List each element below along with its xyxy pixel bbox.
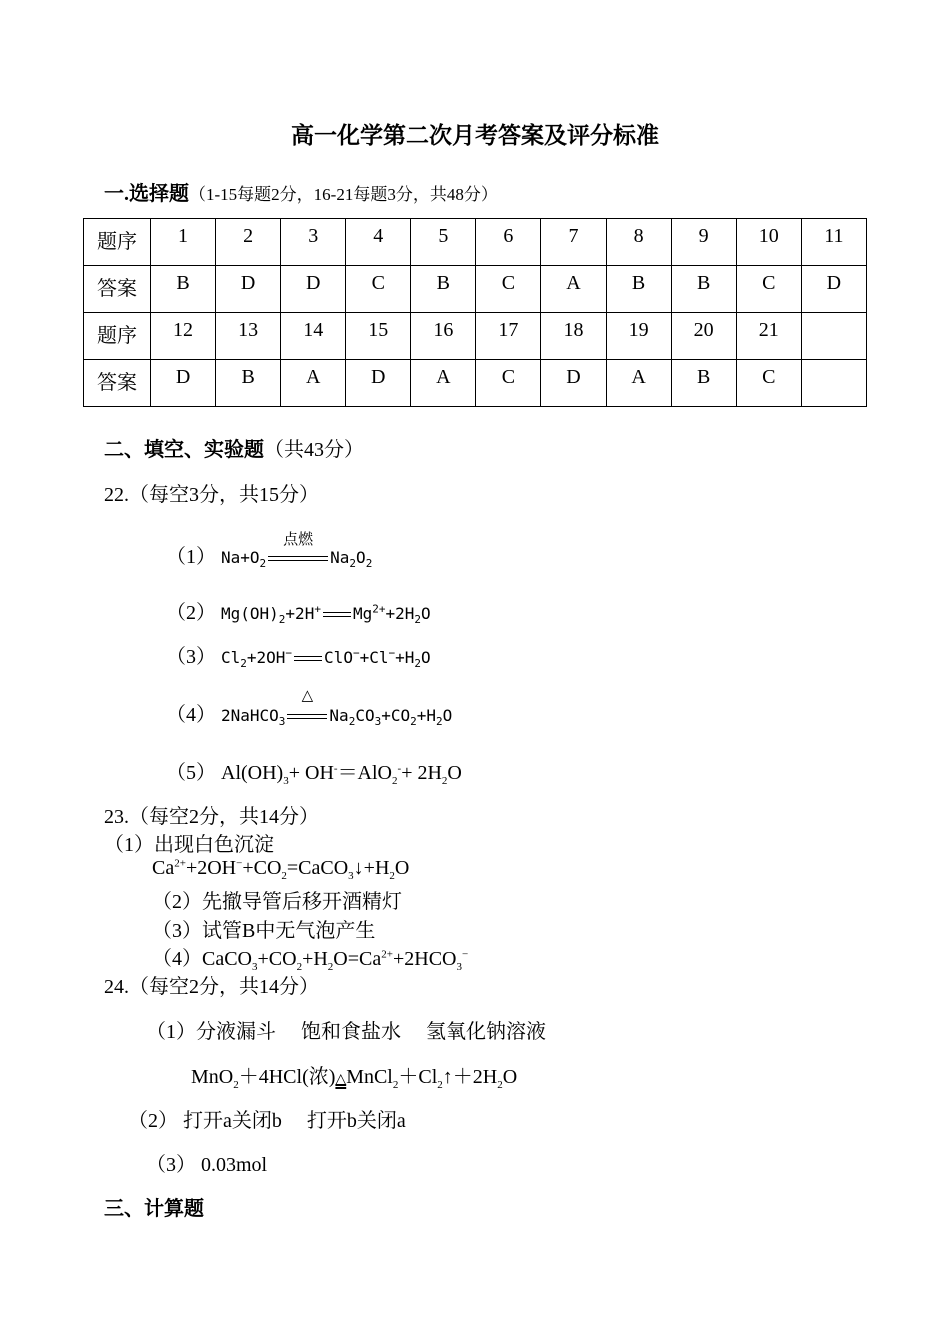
table-cell: 11 xyxy=(801,219,866,266)
row-label: 题序 xyxy=(84,313,151,360)
table-cell: C xyxy=(736,360,801,407)
q23-answer3: （3）试管B中无气泡产生 xyxy=(152,920,376,942)
table-cell: C xyxy=(346,266,411,313)
table-cell: 19 xyxy=(606,313,671,360)
table-cell: D xyxy=(151,360,216,407)
condition-heat: △ xyxy=(301,686,314,704)
q22-item5 xyxy=(166,756,462,785)
equation-nahco3: 2NaHCO$_3$ △ $Na_2CO_3+CO_2+H_2O$ xyxy=(221,686,453,729)
table-row xyxy=(84,360,867,407)
table-cell: 8 xyxy=(606,219,671,266)
condition-ignite: 点燃 xyxy=(283,530,314,548)
q24-answer1: （1）分液漏斗 饱和食盐水 氢氧化钠溶液 xyxy=(146,1021,546,1043)
table-cell xyxy=(801,313,866,360)
equation-aloh3: $Al(OH)_3+ OH^-=AlO_2^-+ 2H_2O$ xyxy=(221,762,462,787)
table-cell: 13 xyxy=(216,313,281,360)
table-cell: 5 xyxy=(411,219,476,266)
table-cell: 15 xyxy=(346,313,411,360)
table-cell: 2 xyxy=(216,219,281,266)
table-cell: B xyxy=(671,266,736,313)
q22-header: 22.（每空3分，共15分） xyxy=(104,484,319,506)
q24-answer2: （2） 打开a关闭b 打开b关闭a xyxy=(128,1110,406,1132)
table-cell: D xyxy=(346,360,411,407)
section1-note: （1-15每题2分，16-21每题3分，共48分） xyxy=(189,185,498,204)
table-row xyxy=(84,266,867,313)
q22-num5: （5） xyxy=(166,762,216,784)
row-label: 答案 xyxy=(84,360,151,407)
equation-caco3-precip: $Ca^{2+}+2OH^-+CO_2=CaCO_3↓+H_2O$ xyxy=(152,857,410,882)
row-label: 题序 xyxy=(84,219,151,266)
section1-heading xyxy=(104,177,498,206)
table-cell: 6 xyxy=(476,219,541,266)
table-row xyxy=(84,219,867,266)
table-cell: A xyxy=(541,266,606,313)
table-cell: 10 xyxy=(736,219,801,266)
section2-heading xyxy=(104,433,364,462)
table-cell: 14 xyxy=(281,313,346,360)
table-cell: B xyxy=(216,360,281,407)
q23-header: 23.（每空2分，共14分） xyxy=(104,806,319,828)
table-cell: 21 xyxy=(736,313,801,360)
table-cell: C xyxy=(476,360,541,407)
q22-num2: （2） xyxy=(166,602,216,624)
section2-note: （共43分） xyxy=(264,439,364,461)
table-cell: C xyxy=(476,266,541,313)
table-cell: B xyxy=(411,266,476,313)
q23-answer1: （1）出现白色沉淀 xyxy=(104,834,274,856)
equation-cl2: $Cl_2+2OH^-$ $ClO^-+Cl^-+H_2O$ xyxy=(221,646,431,671)
section2-title: 二、填空、实验题 xyxy=(104,439,264,461)
answer-table xyxy=(83,218,867,407)
table-cell: C xyxy=(736,266,801,313)
q22-item2 xyxy=(166,596,431,625)
q22-num4: （4） xyxy=(166,704,216,726)
table-cell: B xyxy=(671,360,736,407)
q22-item1 xyxy=(166,530,373,571)
table-cell: 1 xyxy=(151,219,216,266)
table-cell: A xyxy=(281,360,346,407)
equation-na-o2: $Na+O_2$ 点燃 $Na_2O_2$ xyxy=(221,530,373,571)
q24-answer3: （3） 0.03mol xyxy=(146,1154,268,1176)
table-cell: D xyxy=(541,360,606,407)
q24-header: 24.（每空2分，共14分） xyxy=(104,976,319,998)
table-cell: 7 xyxy=(541,219,606,266)
table-cell: 18 xyxy=(541,313,606,360)
equation-mno2: MnO$_2$＋4HCl(浓)$\triangle MnCl_2+Cl_2↑+2H_2O$ xyxy=(191,1066,518,1091)
table-cell xyxy=(801,360,866,407)
table-cell: 20 xyxy=(671,313,736,360)
table-cell: D xyxy=(216,266,281,313)
table-cell: 16 xyxy=(411,313,476,360)
q22-num1: （1） xyxy=(166,546,216,568)
q23-answer4: $(4)CaCO_3+CO_2+H_2O=Ca^{2+}+2HCO_3^-$ xyxy=(152,948,469,973)
table-cell: A xyxy=(606,360,671,407)
table-cell: 12 xyxy=(151,313,216,360)
section3-title: 三、计算题 xyxy=(104,1198,204,1220)
section3-heading xyxy=(104,1192,204,1221)
table-cell: 3 xyxy=(281,219,346,266)
table-cell: B xyxy=(151,266,216,313)
row-label: 答案 xyxy=(84,266,151,313)
q22-num3: （3） xyxy=(166,646,216,668)
q22-item3 xyxy=(166,640,431,669)
q23-num4: （4） xyxy=(152,948,202,970)
table-cell: 17 xyxy=(476,313,541,360)
q22-item4 xyxy=(166,686,453,729)
table-cell: B xyxy=(606,266,671,313)
table-cell: D xyxy=(801,266,866,313)
table-cell: 9 xyxy=(671,219,736,266)
table-row xyxy=(84,313,867,360)
equation-mgoh2: $Mg(OH)_2+2H^+$ $Mg^{2+}+2H_2O$ xyxy=(221,602,431,627)
q23-answer2: （2）先撤导管后移开酒精灯 xyxy=(152,891,402,913)
table-cell: 4 xyxy=(346,219,411,266)
table-cell: D xyxy=(281,266,346,313)
page-title: 高一化学第二次月考答案及评分标准 xyxy=(291,123,659,148)
section1-title: 一.选择题 xyxy=(104,183,189,205)
table-cell: A xyxy=(411,360,476,407)
